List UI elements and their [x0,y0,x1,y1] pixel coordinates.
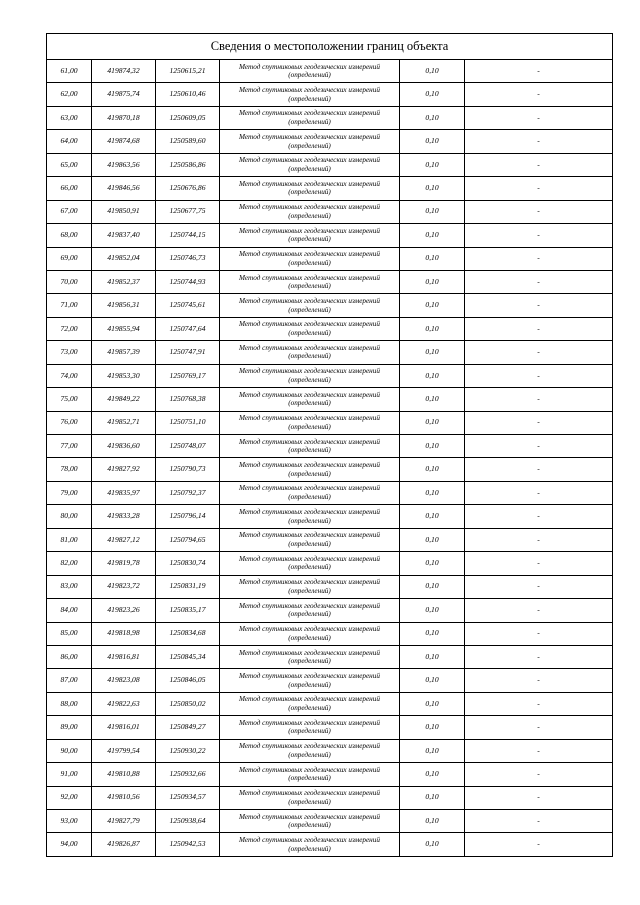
table-row [47,645,613,668]
method-cell: Метод спутниковых геодезических измерений (определений) [220,177,400,200]
note-cell: - [465,716,613,739]
accuracy-cell: 0,10 [400,294,465,317]
point-number-cell: 87,00 [47,669,92,692]
note-cell: - [465,83,613,106]
coordinate-x-cell: 419850,91 [92,200,156,223]
coordinate-x-cell: 419849,22 [92,388,156,411]
coordinate-x-cell: 419810,88 [92,763,156,786]
accuracy-cell: 0,10 [400,481,465,504]
coordinate-y-cell: 1250834,68 [156,622,220,645]
point-number-cell: 73,00 [47,341,92,364]
coordinate-y-cell: 1250794,65 [156,528,220,551]
coordinate-x-cell: 419816,01 [92,716,156,739]
coordinate-x-cell: 419836,60 [92,435,156,458]
coordinate-x-cell: 419837,40 [92,224,156,247]
note-cell: - [465,669,613,692]
document-title: Сведения о местоположении границ объекта [47,34,613,60]
coordinate-y-cell: 1250831,19 [156,575,220,598]
table-row [47,669,613,692]
note-cell: - [465,481,613,504]
point-number-cell: 75,00 [47,388,92,411]
method-cell: Метод спутниковых геодезических измерений (определений) [220,60,400,83]
point-number-cell: 69,00 [47,247,92,270]
method-cell: Метод спутниковых геодезических измерений (определений) [220,692,400,715]
coordinate-y-cell: 1250792,37 [156,481,220,504]
point-number-cell: 85,00 [47,622,92,645]
table-row [47,833,613,856]
point-number-cell: 92,00 [47,786,92,809]
accuracy-cell: 0,10 [400,411,465,434]
table-row [47,622,613,645]
accuracy-cell: 0,10 [400,224,465,247]
table-row [47,458,613,481]
note-cell: - [465,692,613,715]
accuracy-cell: 0,10 [400,153,465,176]
coordinate-x-cell: 419856,31 [92,294,156,317]
accuracy-cell: 0,10 [400,270,465,293]
coordinate-x-cell: 419863,56 [92,153,156,176]
method-cell: Метод спутниковых геодезических измерений (определений) [220,411,400,434]
coordinate-x-cell: 419870,18 [92,106,156,129]
point-number-cell: 77,00 [47,435,92,458]
coordinate-y-cell: 1250744,15 [156,224,220,247]
coordinate-y-cell: 1250930,22 [156,739,220,762]
method-cell: Метод спутниковых геодезических измерений (определений) [220,83,400,106]
note-cell: - [465,528,613,551]
table-row [47,435,613,458]
note-cell: - [465,200,613,223]
method-cell: Метод спутниковых геодезических измерений (определений) [220,481,400,504]
coordinate-y-cell: 1250938,64 [156,810,220,833]
point-number-cell: 86,00 [47,645,92,668]
accuracy-cell: 0,10 [400,505,465,528]
note-cell: - [465,341,613,364]
table-row [47,411,613,434]
coordinate-x-cell: 419823,72 [92,575,156,598]
note-cell: - [465,435,613,458]
coordinate-x-cell: 419799,54 [92,739,156,762]
coordinate-y-cell: 1250586,86 [156,153,220,176]
point-number-cell: 88,00 [47,692,92,715]
note-cell: - [465,599,613,622]
coordinate-x-cell: 419874,68 [92,130,156,153]
note-cell: - [465,224,613,247]
point-number-cell: 68,00 [47,224,92,247]
coordinate-x-cell: 419822,63 [92,692,156,715]
point-number-cell: 76,00 [47,411,92,434]
note-cell: - [465,622,613,645]
method-cell: Метод спутниковых геодезических измерений (определений) [220,106,400,129]
accuracy-cell: 0,10 [400,716,465,739]
point-number-cell: 72,00 [47,317,92,340]
accuracy-cell: 0,10 [400,177,465,200]
method-cell: Метод спутниковых геодезических измерений (определений) [220,341,400,364]
coordinate-y-cell: 1250934,57 [156,786,220,809]
accuracy-cell: 0,10 [400,763,465,786]
method-cell: Метод спутниковых геодезических измерений (определений) [220,130,400,153]
coordinate-y-cell: 1250747,64 [156,317,220,340]
note-cell: - [465,60,613,83]
table-row [47,247,613,270]
method-cell: Метод спутниковых геодезических измерений (определений) [220,739,400,762]
accuracy-cell: 0,10 [400,364,465,387]
coordinate-x-cell: 419819,78 [92,552,156,575]
coordinate-x-cell: 419852,37 [92,270,156,293]
table-row [47,739,613,762]
accuracy-cell: 0,10 [400,786,465,809]
method-cell: Метод спутниковых геодезических измерений (определений) [220,669,400,692]
method-cell: Метод спутниковых геодезических измерений (определений) [220,364,400,387]
coordinate-y-cell: 1250589,60 [156,130,220,153]
accuracy-cell: 0,10 [400,645,465,668]
coordinate-x-cell: 419823,08 [92,669,156,692]
table-row [47,153,613,176]
table-title-row [47,34,613,60]
point-number-cell: 66,00 [47,177,92,200]
coordinate-y-cell: 1250830,74 [156,552,220,575]
coordinate-y-cell: 1250845,34 [156,645,220,668]
method-cell: Метод спутниковых геодезических измерений (определений) [220,270,400,293]
coordinate-x-cell: 419816,81 [92,645,156,668]
boundary-points-table [46,33,613,857]
table-row [47,200,613,223]
coordinate-y-cell: 1250835,17 [156,599,220,622]
point-number-cell: 67,00 [47,200,92,223]
note-cell: - [465,645,613,668]
table-row [47,341,613,364]
note-cell: - [465,247,613,270]
point-number-cell: 62,00 [47,83,92,106]
note-cell: - [465,317,613,340]
coordinate-y-cell: 1250744,93 [156,270,220,293]
coordinate-y-cell: 1250677,75 [156,200,220,223]
coordinate-y-cell: 1250796,14 [156,505,220,528]
coordinate-y-cell: 1250676,86 [156,177,220,200]
note-cell: - [465,270,613,293]
method-cell: Метод спутниковых геодезических измерений (определений) [220,763,400,786]
table-row [47,83,613,106]
note-cell: - [465,153,613,176]
table-row [47,481,613,504]
accuracy-cell: 0,10 [400,106,465,129]
coordinate-x-cell: 419827,92 [92,458,156,481]
table-row [47,60,613,83]
point-number-cell: 71,00 [47,294,92,317]
note-cell: - [465,505,613,528]
accuracy-cell: 0,10 [400,833,465,856]
accuracy-cell: 0,10 [400,692,465,715]
coordinate-x-cell: 419827,12 [92,528,156,551]
point-number-cell: 64,00 [47,130,92,153]
point-number-cell: 89,00 [47,716,92,739]
method-cell: Метод спутниковых геодезических измерений (определений) [220,247,400,270]
coordinate-x-cell: 419857,39 [92,341,156,364]
note-cell: - [465,833,613,856]
coordinate-x-cell: 419833,28 [92,505,156,528]
point-number-cell: 74,00 [47,364,92,387]
method-cell: Метод спутниковых геодезических измерений (определений) [220,224,400,247]
coordinate-y-cell: 1250745,61 [156,294,220,317]
coordinate-x-cell: 419823,26 [92,599,156,622]
table-row [47,130,613,153]
method-cell: Метод спутниковых геодезических измерений (определений) [220,388,400,411]
point-number-cell: 84,00 [47,599,92,622]
note-cell: - [465,294,613,317]
note-cell: - [465,786,613,809]
method-cell: Метод спутниковых геодезических измерений (определений) [220,575,400,598]
point-number-cell: 80,00 [47,505,92,528]
coordinate-y-cell: 1250932,66 [156,763,220,786]
method-cell: Метод спутниковых геодезических измерений (определений) [220,435,400,458]
coordinate-x-cell: 419853,30 [92,364,156,387]
method-cell: Метод спутниковых геодезических измерений (определений) [220,505,400,528]
coordinate-y-cell: 1250748,07 [156,435,220,458]
method-cell: Метод спутниковых геодезических измерений (определений) [220,294,400,317]
coordinate-x-cell: 419846,56 [92,177,156,200]
note-cell: - [465,411,613,434]
method-cell: Метод спутниковых геодезических измерений (определений) [220,200,400,223]
table-row [47,528,613,551]
method-cell: Метод спутниковых геодезических измерений (определений) [220,786,400,809]
table-row [47,786,613,809]
table-row [47,364,613,387]
point-number-cell: 78,00 [47,458,92,481]
coordinate-y-cell: 1250751,10 [156,411,220,434]
table-row [47,294,613,317]
point-number-cell: 65,00 [47,153,92,176]
method-cell: Метод спутниковых геодезических измерений (определений) [220,458,400,481]
method-cell: Метод спутниковых геодезических измерений (определений) [220,599,400,622]
accuracy-cell: 0,10 [400,341,465,364]
method-cell: Метод спутниковых геодезических измерений (определений) [220,810,400,833]
accuracy-cell: 0,10 [400,622,465,645]
coordinate-y-cell: 1250850,02 [156,692,220,715]
accuracy-cell: 0,10 [400,575,465,598]
accuracy-cell: 0,10 [400,599,465,622]
table-row [47,177,613,200]
point-number-cell: 91,00 [47,763,92,786]
point-number-cell: 61,00 [47,60,92,83]
table-row [47,575,613,598]
point-number-cell: 63,00 [47,106,92,129]
table-row [47,505,613,528]
coordinate-y-cell: 1250615,21 [156,60,220,83]
table-row [47,224,613,247]
note-cell: - [465,177,613,200]
accuracy-cell: 0,10 [400,200,465,223]
point-number-cell: 94,00 [47,833,92,856]
method-cell: Метод спутниковых геодезических измерений (определений) [220,153,400,176]
note-cell: - [465,552,613,575]
note-cell: - [465,106,613,129]
coordinate-y-cell: 1250790,73 [156,458,220,481]
accuracy-cell: 0,10 [400,669,465,692]
table-row [47,106,613,129]
coordinate-x-cell: 419826,87 [92,833,156,856]
accuracy-cell: 0,10 [400,739,465,762]
accuracy-cell: 0,10 [400,458,465,481]
coordinate-y-cell: 1250769,17 [156,364,220,387]
coordinate-x-cell: 419810,56 [92,786,156,809]
table-body [47,60,613,857]
coordinate-x-cell: 419818,98 [92,622,156,645]
method-cell: Метод спутниковых геодезических измерений (определений) [220,622,400,645]
coordinate-x-cell: 419835,97 [92,481,156,504]
coordinate-y-cell: 1250846,05 [156,669,220,692]
coordinate-y-cell: 1250747,91 [156,341,220,364]
point-number-cell: 79,00 [47,481,92,504]
note-cell: - [465,388,613,411]
coordinate-x-cell: 419827,79 [92,810,156,833]
table-row [47,692,613,715]
accuracy-cell: 0,10 [400,528,465,551]
note-cell: - [465,575,613,598]
coordinate-y-cell: 1250746,73 [156,247,220,270]
point-number-cell: 90,00 [47,739,92,762]
method-cell: Метод спутниковых геодезических измерений (определений) [220,716,400,739]
method-cell: Метод спутниковых геодезических измерений (определений) [220,833,400,856]
method-cell: Метод спутниковых геодезических измерений (определений) [220,317,400,340]
accuracy-cell: 0,10 [400,60,465,83]
coordinate-x-cell: 419875,74 [92,83,156,106]
accuracy-cell: 0,10 [400,552,465,575]
table-row [47,552,613,575]
note-cell: - [465,739,613,762]
table-row [47,763,613,786]
table-row [47,810,613,833]
coordinate-x-cell: 419855,94 [92,317,156,340]
accuracy-cell: 0,10 [400,83,465,106]
coordinate-x-cell: 419874,32 [92,60,156,83]
table-row [47,599,613,622]
coordinate-x-cell: 419852,04 [92,247,156,270]
note-cell: - [465,810,613,833]
note-cell: - [465,763,613,786]
accuracy-cell: 0,10 [400,388,465,411]
point-number-cell: 93,00 [47,810,92,833]
accuracy-cell: 0,10 [400,130,465,153]
point-number-cell: 81,00 [47,528,92,551]
point-number-cell: 83,00 [47,575,92,598]
table-row [47,317,613,340]
accuracy-cell: 0,10 [400,435,465,458]
method-cell: Метод спутниковых геодезических измерений (определений) [220,528,400,551]
note-cell: - [465,364,613,387]
accuracy-cell: 0,10 [400,317,465,340]
coordinate-y-cell: 1250609,05 [156,106,220,129]
coordinate-y-cell: 1250768,38 [156,388,220,411]
note-cell: - [465,130,613,153]
table-row [47,716,613,739]
coordinate-x-cell: 419852,71 [92,411,156,434]
coordinate-y-cell: 1250610,46 [156,83,220,106]
table-row [47,388,613,411]
method-cell: Метод спутниковых геодезических измерений (определений) [220,552,400,575]
accuracy-cell: 0,10 [400,247,465,270]
coordinate-y-cell: 1250849,27 [156,716,220,739]
accuracy-cell: 0,10 [400,810,465,833]
coordinate-y-cell: 1250942,53 [156,833,220,856]
point-number-cell: 82,00 [47,552,92,575]
method-cell: Метод спутниковых геодезических измерений (определений) [220,645,400,668]
point-number-cell: 70,00 [47,270,92,293]
note-cell: - [465,458,613,481]
table-row [47,270,613,293]
